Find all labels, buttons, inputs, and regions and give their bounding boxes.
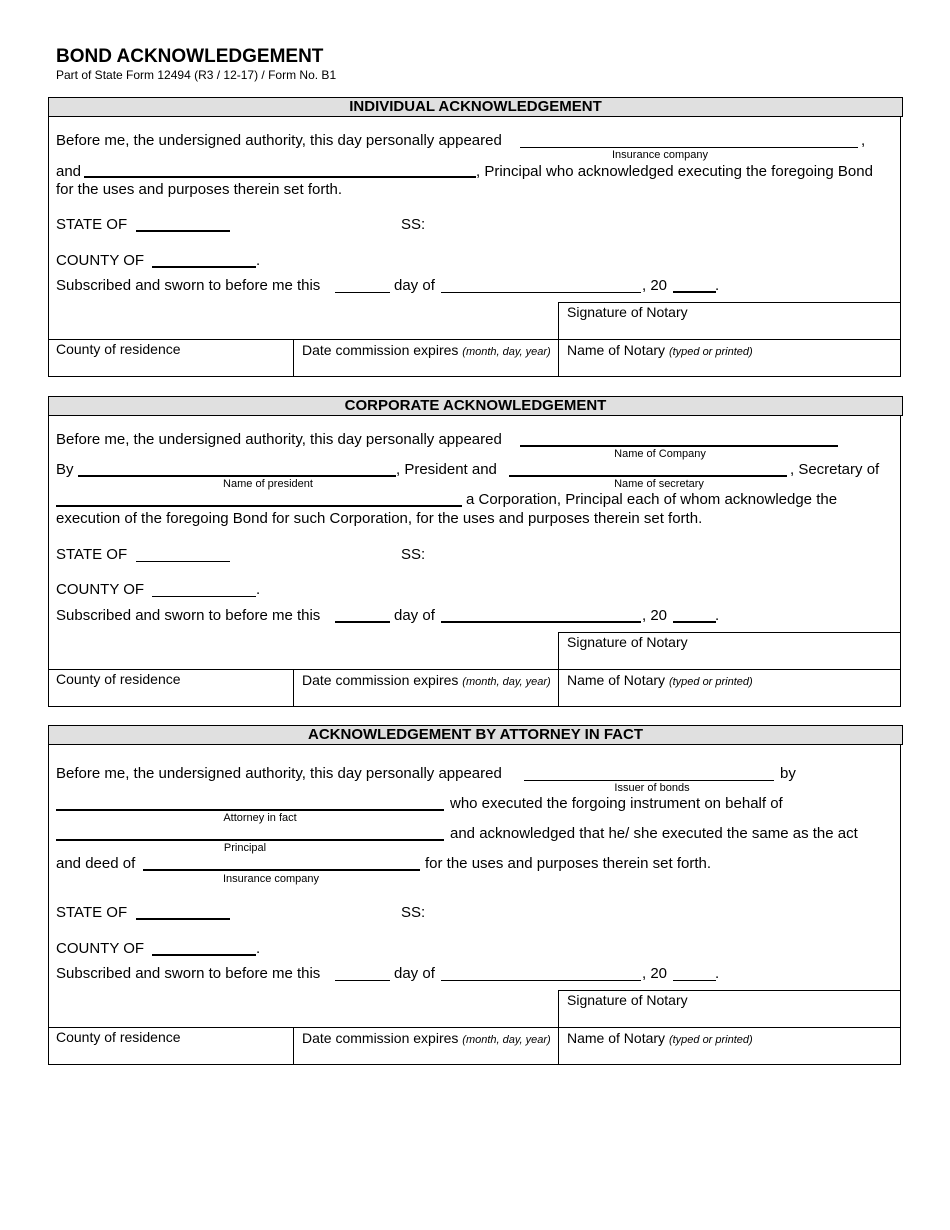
individual-signature-top-rule [558,302,901,303]
corporate-secretary-line [509,475,787,477]
individual-principal-input[interactable] [84,161,476,177]
attorney-county-of-label: COUNTY OF [56,940,145,957]
individual-ss-label: SS: [401,216,426,233]
individual-day-line [335,292,390,293]
corporate-county-input[interactable] [152,580,256,596]
attorney-signature-input[interactable] [567,1009,892,1025]
individual-principal-text: , Principal who acknowledged executing the foregoing Bond [476,163,873,180]
attorney-state-of-label: STATE OF [56,904,128,921]
attorney-day-line [335,980,390,981]
corporate-date-commission-label: Date commission expires (month, day, year) [302,672,551,688]
attorney-twenty-text: , 20 [642,965,668,982]
attorney-date-commission-label: Date commission expires (month, day, year) [302,1030,551,1046]
corporate-year-input[interactable] [673,606,716,622]
attorney-and-deed-text: and deed of [56,855,136,872]
individual-county-input[interactable] [152,251,256,267]
attorney-insurance-line [143,869,420,871]
attorney-appeared-text: Before me, the undersigned authority, this day personally appeared [56,765,502,782]
attorney-subscribed-text: Subscribed and sworn to before me this [56,965,321,982]
attorney-month-line [441,980,641,981]
corporate-state-line [136,561,230,562]
individual-county-of-label: COUNTY OF [56,252,145,269]
attorney-county-input[interactable] [152,939,256,955]
individual-appeared-text: Before me, the undersigned authority, this day personally appeared [56,132,502,149]
attorney-principal-caption: Principal [223,842,267,854]
individual-year-line [673,291,716,293]
attorney-year-input[interactable] [673,964,716,980]
corporate-president-line [78,475,396,477]
corporate-day-of-text: day of [394,607,435,624]
individual-insurance-company-caption: Insurance company [612,149,708,161]
attorney-year-period: . [715,965,720,982]
attorney-county-line [152,954,256,956]
corporate-secretary-input[interactable] [509,460,787,476]
corporate-day-line [335,621,390,623]
attorney-by-text: by [780,765,796,782]
attorney-issuer-input[interactable] [524,764,774,780]
corporate-month-line [441,621,641,623]
individual-comma: , [861,132,866,149]
attorney-notary-name-label: Name of Notary (typed or printed) [567,1030,753,1046]
individual-year-period: . [715,277,720,294]
corporate-heading: CORPORATE ACKNOWLEDGEMENT [48,396,903,416]
corporate-company-caption: Name of Company [614,448,706,460]
corporate-corporation-input[interactable] [56,490,462,506]
individual-insurance-company-input[interactable] [520,131,858,147]
attorney-insurance-caption: Insurance company [223,873,319,885]
corporate-twenty-text: , 20 [642,607,668,624]
attorney-attorney-caption: Attorney in fact [223,812,297,824]
attorney-day-of-text: day of [394,965,435,982]
corporate-county-residence-input[interactable] [56,688,286,704]
attorney-signature-top-rule [558,990,901,991]
attorney-residence-divider [293,1027,294,1065]
corporate-month-input[interactable] [441,606,641,622]
corporate-secretary-of-text: , Secretary of [790,461,880,478]
attorney-bottom-row-rule [48,1027,901,1028]
corporate-by-text: By [56,461,74,478]
individual-notary-name-label: Name of Notary (typed or printed) [567,342,753,358]
attorney-county-residence-label: County of residence [56,1029,181,1045]
individual-year-input[interactable] [673,276,716,292]
attorney-signature-label: Signature of Notary [567,992,688,1008]
attorney-principal-input[interactable] [56,824,444,840]
attorney-ss-label: SS: [401,904,426,921]
attorney-insurance-input[interactable] [143,854,420,870]
attorney-month-input[interactable] [441,964,641,980]
corporate-execution-text: execution of the foregoing Bond for such Corporation, for the uses and purposes therein set forth. [56,510,703,527]
individual-state-line [136,230,230,232]
corporate-ss-label: SS: [401,546,426,563]
corporate-day-input[interactable] [335,606,390,622]
corporate-notary-name-label: Name of Notary (typed or printed) [567,672,753,688]
corporate-company-line [520,445,838,447]
corporate-state-of-label: STATE OF [56,546,128,563]
corporate-county-line [152,596,256,597]
corporate-president-input[interactable] [78,460,396,476]
individual-month-line [441,292,641,293]
individual-purposes-text: for the uses and purposes therein set forth. [56,181,343,198]
corporate-subscribed-text: Subscribed and sworn to before me this [56,607,321,624]
corporate-president-and-text: , President and [396,461,497,478]
attorney-state-line [136,918,230,920]
individual-day-input[interactable] [335,276,390,292]
attorney-attorney-input[interactable] [56,794,444,810]
corporate-company-input[interactable] [520,430,838,446]
individual-state-of-label: STATE OF [56,216,128,233]
attorney-year-line [673,980,716,981]
page-title: BOND ACKNOWLEDGEMENT [56,46,324,67]
individual-date-commission-label: Date commission expires (month, day, year) [302,342,551,358]
corporate-year-line [673,621,716,623]
individual-signature-input[interactable] [567,321,892,337]
corporate-bottom-row-rule [48,669,901,670]
attorney-heading: ACKNOWLEDGEMENT BY ATTORNEY IN FACT [48,725,903,745]
form-number: Part of State Form 12494 (R3 / 12-17) / Form No. B1 [56,68,337,82]
corporate-signature-input[interactable] [567,651,892,667]
attorney-county-period: . [256,940,261,957]
individual-insurance-company-line [520,147,858,148]
attorney-principal-line [56,839,444,841]
individual-and-text: and [56,163,82,180]
attorney-state-input[interactable] [136,903,230,919]
attorney-attorney-line [56,809,444,811]
corporate-date-commission-input[interactable] [302,688,552,704]
attorney-notary-name-input[interactable] [567,1046,892,1062]
corporate-county-of-label: COUNTY OF [56,581,145,598]
individual-county-residence-label: County of residence [56,341,181,357]
corporate-corporation-text: a Corporation, Principal each of whom acknowledge the [466,491,838,508]
corporate-county-residence-label: County of residence [56,671,181,687]
corporate-county-period: . [256,581,261,598]
individual-signature-label: Signature of Notary [567,304,688,320]
corporate-signature-top-rule [558,632,901,633]
individual-county-period: . [256,252,261,269]
attorney-purposes-text: for the uses and purposes therein set forth. [425,855,712,872]
individual-twenty-text: , 20 [642,277,668,294]
individual-day-of-text: day of [394,277,435,294]
individual-month-input[interactable] [441,276,641,292]
attorney-executed-text: who executed the forgoing instrument on behalf of [450,795,783,812]
corporate-president-caption: Name of president [223,478,313,490]
corporate-corporation-line [56,505,462,507]
attorney-issuer-line [524,780,774,781]
individual-notary-name-input[interactable] [567,358,892,374]
corporate-residence-divider [293,669,294,707]
individual-county-line [152,266,256,268]
corporate-year-period: . [715,607,720,624]
individual-residence-divider [293,339,294,377]
corporate-secretary-caption: Name of secretary [614,478,704,490]
attorney-day-input[interactable] [335,964,390,980]
corporate-notary-name-input[interactable] [567,688,892,704]
attorney-acknowledged-text: and acknowledged that he/ she executed the same as the act [450,825,858,842]
individual-subscribed-text: Subscribed and sworn to before me this [56,277,321,294]
attorney-date-commission-input[interactable] [302,1046,552,1062]
corporate-state-input[interactable] [136,545,230,561]
individual-heading: INDIVIDUAL ACKNOWLEDGEMENT [48,97,903,117]
individual-county-residence-input[interactable] [56,358,286,374]
corporate-appeared-text: Before me, the undersigned authority, this day personally appeared [56,431,502,448]
individual-date-commission-input[interactable] [302,358,552,374]
individual-bottom-row-rule [48,339,901,340]
corporate-signature-label: Signature of Notary [567,634,688,650]
attorney-county-residence-input[interactable] [56,1046,286,1062]
individual-principal-line [84,176,476,178]
individual-state-input[interactable] [136,215,230,231]
attorney-issuer-caption: Issuer of bonds [614,782,690,794]
